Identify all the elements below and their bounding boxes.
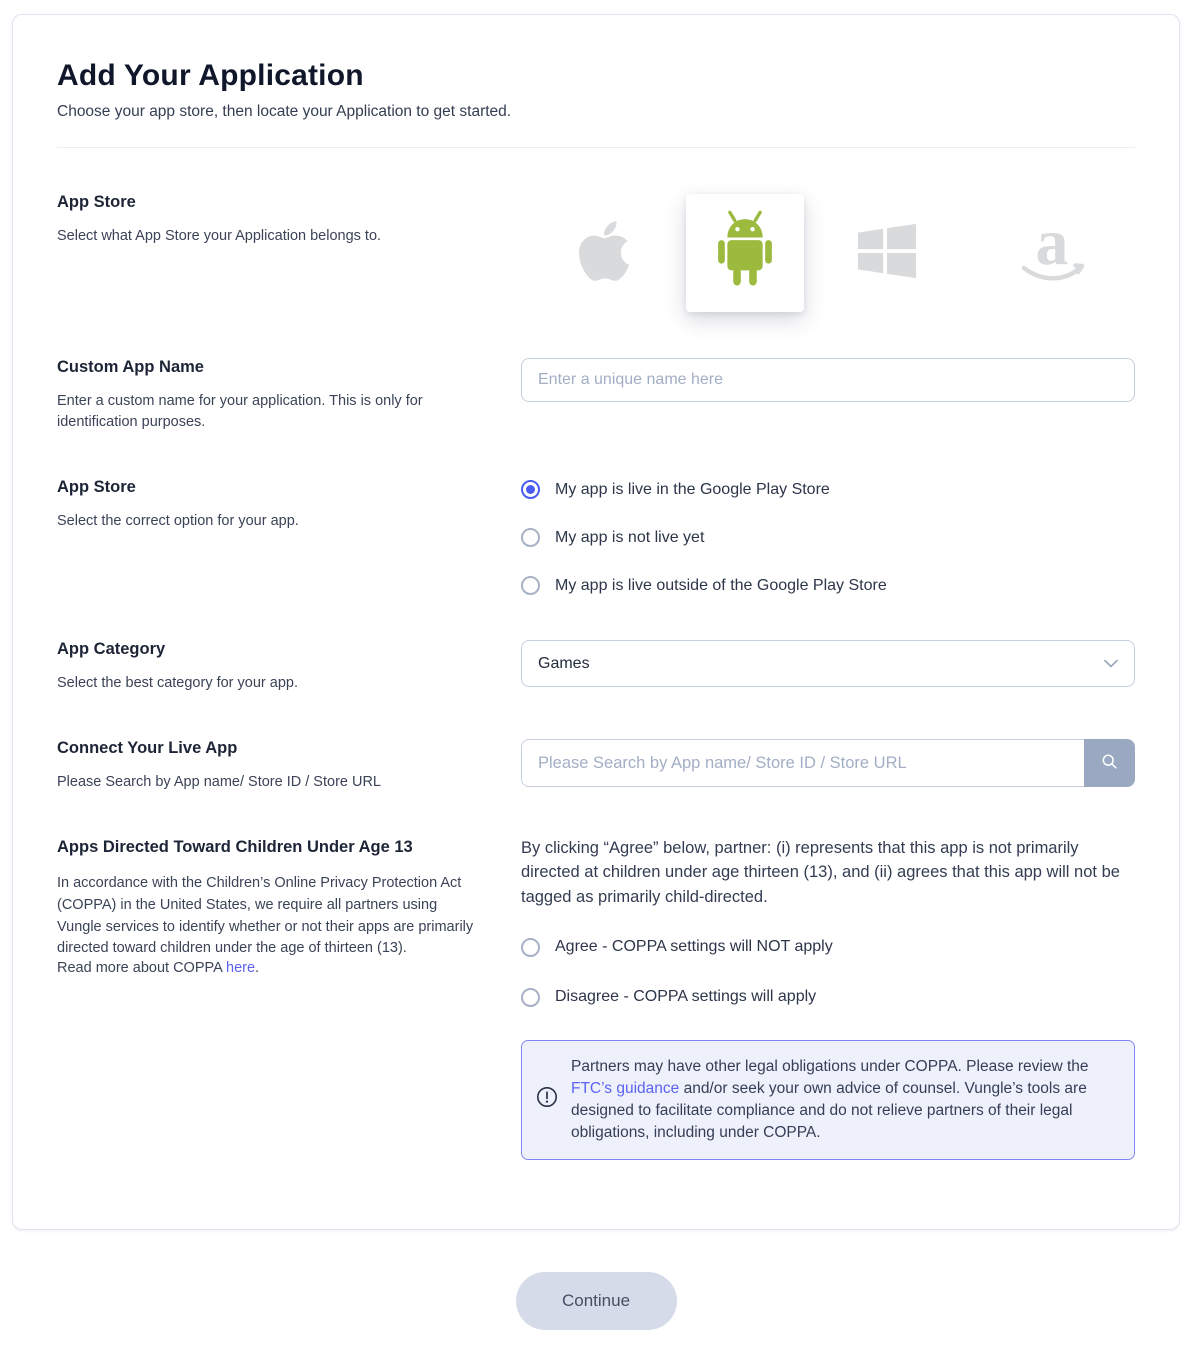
continue-button[interactable]: Continue	[516, 1272, 677, 1330]
app-category-selected-value: Games	[538, 654, 590, 672]
read-more-text: Read more about COPPA	[57, 960, 226, 977]
radio-unselected-icon	[521, 576, 540, 595]
notice-text-before: Partners may have other legal obligations under COPPA. Please review the	[571, 1057, 1089, 1075]
search-button[interactable]	[1084, 739, 1135, 787]
radio-option-label: Disagree - COPPA settings will apply	[555, 988, 817, 1006]
app-store-options-label: App Store	[57, 478, 136, 497]
ftc-guidance-link[interactable]: FTC’s guidance	[571, 1079, 680, 1097]
app-category-label: App Category	[57, 640, 166, 659]
store-tile-windows[interactable]	[804, 193, 969, 313]
connect-live-app-label: Connect Your Live App	[57, 739, 238, 758]
radio-option-label: My app is live outside of the Google Play Store	[555, 576, 887, 594]
app-category-description: Select the best category for your app.	[57, 675, 298, 692]
app-category-select[interactable]	[521, 640, 1135, 687]
app-store-picker-label: App Store	[57, 193, 136, 211]
section-app-store-picker	[57, 193, 1135, 313]
radio-unselected-icon	[521, 938, 540, 957]
radio-option-coppa-agree[interactable]	[521, 938, 1135, 957]
app-search-input[interactable]	[521, 739, 1084, 787]
coppa-here-link[interactable]: here	[226, 960, 256, 977]
store-icon-row	[521, 193, 1135, 313]
app-store-picker-description: Select what App Store your Application belongs to.	[57, 228, 382, 244]
coppa-read-more	[57, 960, 475, 976]
coppa-label: Apps Directed Toward Children Under Age 13	[57, 838, 413, 857]
connect-live-app-description: Please Search by App name/ Store ID / Store URL	[57, 774, 381, 791]
apple-icon	[576, 217, 632, 290]
store-tile-android[interactable]	[686, 194, 804, 312]
custom-app-name-input[interactable]	[521, 358, 1135, 402]
radio-unselected-icon	[521, 988, 540, 1007]
section-coppa	[57, 838, 1135, 1160]
radio-option-coppa-disagree[interactable]	[521, 988, 1135, 1007]
coppa-notice-text	[571, 1056, 1118, 1144]
section-connect-live-app	[57, 739, 1135, 793]
svg-text:a: a	[1035, 211, 1069, 279]
radio-option-live-in-play-store[interactable]	[521, 480, 1135, 499]
radio-unselected-icon	[521, 528, 540, 547]
windows-icon	[856, 220, 918, 287]
app-store-options-description: Select the correct option for your app.	[57, 513, 299, 530]
amazon-icon	[1012, 212, 1092, 295]
page-title: Add Your Application	[57, 59, 364, 92]
radio-option-label: My app is not live yet	[555, 528, 705, 546]
section-app-store-options	[57, 478, 1135, 595]
add-application-card	[12, 14, 1180, 1230]
coppa-legal-notice	[521, 1040, 1135, 1160]
coppa-agreement-text: By clicking “Agree” below, partner: (i) represents that this app is not primarily directed at children under age thirteen (13), and (ii) agrees that this app will not be tagged as primarily child-directed.	[521, 839, 1120, 906]
store-tile-apple[interactable]	[521, 193, 686, 313]
custom-app-name-description: Enter a custom name for your application. This is only for identification purposes.	[57, 393, 423, 431]
radio-selected-icon	[521, 480, 540, 499]
app-store-radio-group	[521, 478, 1135, 595]
divider	[57, 147, 1135, 148]
read-more-period: .	[255, 960, 260, 977]
coppa-radio-group	[521, 938, 1135, 1007]
store-tile-amazon[interactable]	[970, 193, 1135, 313]
custom-app-name-label: Custom App Name	[57, 358, 204, 376]
section-app-category	[57, 640, 1135, 694]
page-subtitle: Choose your app store, then locate your Application to get started.	[57, 103, 512, 120]
chevron-down-icon	[1104, 655, 1118, 673]
section-custom-app-name	[57, 358, 1135, 433]
radio-option-not-live-yet[interactable]	[521, 528, 1135, 547]
notice-text-after: and/or seek your own advice of counsel. Vungle’s tools are designed to facilitate compliance and do not relieve partners of their legal obligations, including under COPPA.	[571, 1079, 1087, 1141]
radio-option-label: Agree - COPPA settings will NOT apply	[555, 938, 833, 956]
search-icon	[1101, 753, 1118, 773]
radio-option-label: My app is live in the Google Play Store	[555, 480, 830, 498]
alert-circle-icon	[536, 1086, 558, 1113]
radio-option-live-outside-play-store[interactable]	[521, 576, 1135, 595]
coppa-description: In accordance with the Children’s Online Privacy Protection Act (COPPA) in the United States, we require all partners using Vungle services to identify whether or not their apps are primarily directed toward children under the age of thirteen (13).	[57, 875, 474, 957]
footer-bar	[0, 1272, 1192, 1330]
android-icon	[707, 209, 783, 298]
